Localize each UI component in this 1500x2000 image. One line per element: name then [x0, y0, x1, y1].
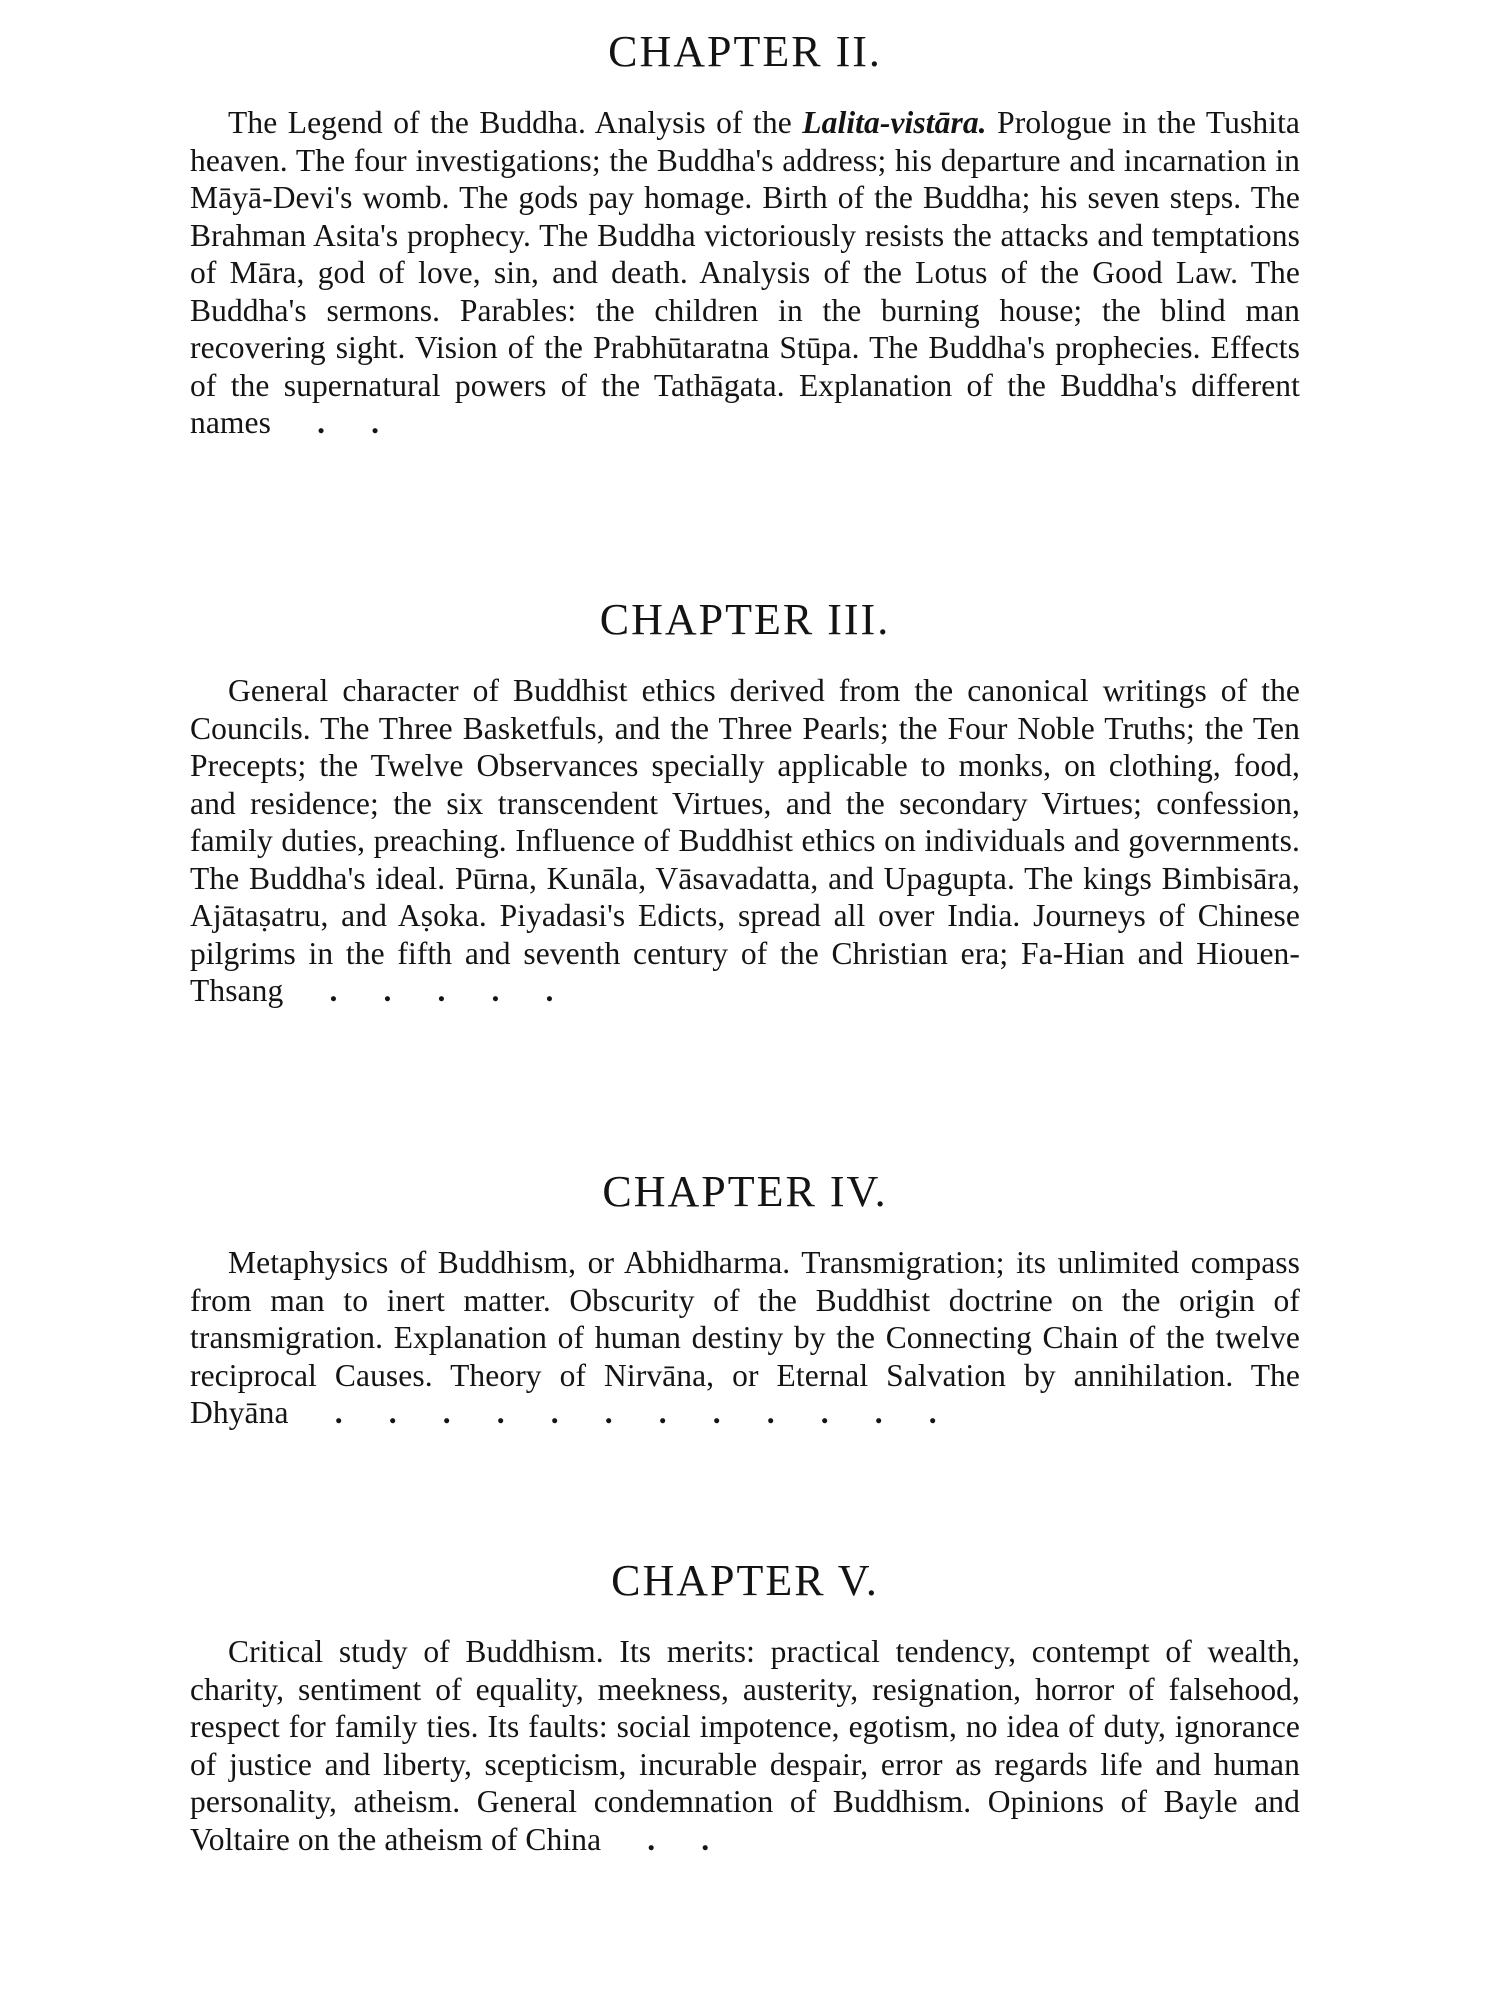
chapter-4-summary [190, 1244, 1300, 1432]
leader-dot: . [874, 1395, 883, 1430]
chapter-3-entry [190, 595, 1300, 1041]
contents-page [190, 0, 1300, 2000]
chapter-4-heading: CHAPTER IV. [602, 1167, 888, 1216]
leader-dot: . [317, 405, 325, 440]
chapter-4-leader-dots [289, 1395, 937, 1430]
chapter-5-summary-text: Critical study of Buddhism. Its merits: practical tendency, contempt of wealth, charity, sentiment of equality, meekness, austerity, resignation, horror of falsehood, respect for family ties. Its faults: social impotence, egotism, no idea of duty, ignorance of justice and liberty, scepticism, incurable despair, error as regards life and human personality, atheism. General condemnation of Buddhism. Opinions of Bayle and Voltaire on the atheism of China [190, 1634, 1300, 1857]
chapter-2-heading: CHAPTER II. [608, 27, 882, 76]
leader-dot: . [647, 1821, 656, 1857]
leader-dot: . [712, 1395, 721, 1430]
leader-dot: . [766, 1395, 775, 1430]
leader-dot: . [442, 1395, 451, 1430]
chapter-5-entry [190, 1556, 1300, 1890]
chapter-3-summary-text: General character of Buddhist ethics derived from the canonical writings of the Councils. The Three Basketfuls, and the Three Pearls; the Four Noble Truths; the Ten Precepts; the Twelve Observances specially applicable to monks, on clothing, food, and residence; the six transcendent Virtues, and the secondary Virtues; confession, family duties, preaching. Influence of Buddhist ethics on individuals and governments. The Buddha's ideal. Pūrna, Kunāla, Vāsavadatta, and Upagupta. The kings Bimbisāra, Ajātaṣatru, and Aṣoka. Piyadasi's Edicts, spread all over India. Journeys of Chinese pilgrims in the fifth and seventh century of the Christian era; Fa-Hian and Hiouen-Thsang [190, 673, 1300, 1008]
chapter-2-summary [190, 104, 1300, 442]
leader-dot: . [334, 1395, 343, 1430]
leader-dot: . [388, 1395, 397, 1430]
leader-dot: . [383, 973, 392, 1008]
chapter-2-summary-text: The Legend of the Buddha. Analysis of the [228, 105, 803, 140]
leader-dot: . [329, 973, 338, 1008]
chapter-4-summary-text: Metaphysics of Buddhism, or Abhidharma. Transmigration; its unlimited compass from man to inert matter. Obscurity of the Buddhist doctrine on the origin of transmigration. Explanation of human destiny by the Connecting Chain of the twelve reciprocal Causes. Theory of Nirvāna, or Eternal Salvation by annihilation. The Dhyāna [190, 1245, 1300, 1430]
chapter-3-leader-dots [283, 973, 553, 1008]
leader-dot: . [658, 1395, 667, 1430]
chapter-2-work-title: Lalita-vistāra. [802, 105, 987, 140]
chapter-2-summary-text-cont: Prologue in the Tushita heaven. The four investigations; the Buddha's address; his departure and incarnation in Māyā-Devi's womb. The gods pay homage. Birth of the Buddha; his seven steps. The Brahman Asita's prophecy. The Buddha victoriously resists the attacks and temptations of Māra, god of love, sin, and death. Analysis of the Lotus of the Good Law. The Buddha's sermons. Parables: the children in the burning house; the blind man recovering sight. Vision of the Prabhūtaratna Stūpa. The Buddha's prophecies. Effects of the supernatural powers of the Tathāgata. Explanation of the Buddha's different names [190, 105, 1301, 440]
leader-dot: . [491, 973, 500, 1008]
chapter-2-entry [190, 27, 1301, 473]
leader-dot: . [545, 973, 554, 1008]
leader-dot: . [371, 405, 379, 440]
chapter-2-leader-dots [271, 405, 379, 440]
chapter-3-summary [190, 672, 1300, 1010]
chapter-5-summary [190, 1633, 1300, 1858]
leader-dot: . [820, 1395, 829, 1430]
leader-dot: . [701, 1821, 710, 1857]
leader-dot: . [550, 1395, 559, 1430]
chapter-5-leader-dots [601, 1822, 709, 1857]
leader-dot: . [437, 973, 446, 1008]
chapter-4-entry [190, 1167, 1300, 1463]
leader-dot: . [496, 1395, 505, 1430]
leader-dot: . [604, 1395, 613, 1430]
chapter-3-heading: CHAPTER III. [599, 595, 891, 644]
leader-dot: . [928, 1395, 937, 1430]
chapter-5-heading: CHAPTER V. [611, 1556, 879, 1605]
